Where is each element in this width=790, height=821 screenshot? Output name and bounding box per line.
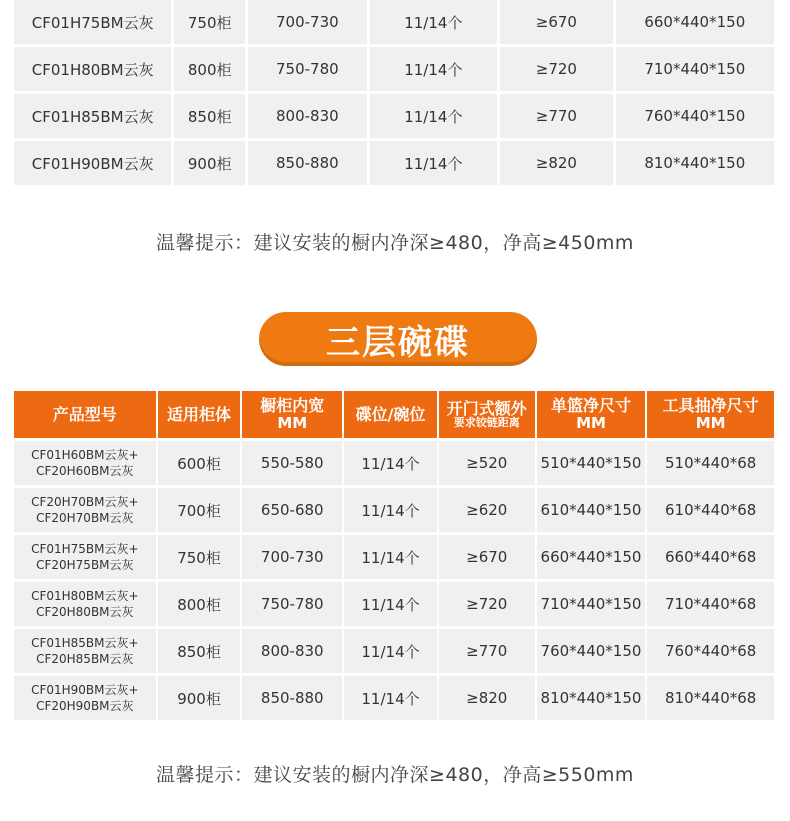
header-cabinet [158,391,241,438]
inner-width-cell: 650-680 [242,488,342,532]
cabinet-cell: 850柜 [174,94,245,138]
model-line: CF01H90BM云灰+ [31,682,139,697]
basket-size-cell: 610*440*150 [537,488,646,532]
table-row [14,488,774,532]
header-label: 碟位/碗位 [355,404,426,424]
inner-width-cell: 800-830 [248,94,367,138]
size-cell: 760*440*150 [616,94,774,138]
model-line: CF01H75BM云灰+ [31,541,139,556]
cabinet-cell: 900柜 [174,141,245,185]
slots-cell: 11/14个 [344,629,437,673]
cabinet-cell: 750柜 [158,535,241,579]
model-line: CF20H70BM云灰+ [31,494,139,509]
header-label: 橱柜内宽 [260,396,325,416]
installation-tip: 温馨提示：建议安装的橱内净深≥480，净高≥450mm [156,232,634,254]
cabinet-cell: 900柜 [158,676,241,720]
header-slots [344,391,437,438]
header-unit: MM [277,414,308,433]
spec-table-two-layer [14,0,774,188]
slots-cell: 11/14个 [370,94,497,138]
header-unit: MM [576,414,606,433]
slots-cell: 11/14个 [344,676,437,720]
cabinet-cell: 750柜 [174,0,245,44]
model-cell [14,676,156,720]
inner-width-cell: 750-780 [248,47,367,91]
inner-width-cell: 550-580 [242,441,342,485]
hinge-cell: ≥670 [439,535,535,579]
header-label: 开门式额外 [446,398,527,418]
section-title: 三层碗碟 [326,322,470,363]
inner-width-cell: 800-830 [242,629,342,673]
slots-cell: 11/14个 [370,0,497,44]
hinge-cell: ≥770 [500,94,613,138]
size-cell: 810*440*150 [616,141,774,185]
model-line: CF20H75BM云灰 [36,558,134,572]
table-row [14,141,774,185]
tool-size-cell: 810*440*68 [647,676,774,720]
model-cell: CF01H90BM云灰 [14,141,171,185]
hinge-cell: ≥620 [439,488,535,532]
tool-size-cell: 660*440*68 [647,535,774,579]
header-model [14,391,156,438]
header-basket-size [537,391,646,438]
table-row [14,629,774,673]
basket-size-cell: 710*440*150 [537,582,646,626]
hinge-cell: ≥670 [500,0,613,44]
slots-cell: 11/14个 [344,441,437,485]
model-cell [14,535,156,579]
table-row [14,47,774,91]
model-cell: CF01H75BM云灰 [14,0,171,44]
header-tool-size [647,391,774,438]
slots-cell: 11/14个 [344,582,437,626]
installation-tip: 温馨提示：建议安装的橱内净深≥480，净高≥550mm [156,764,634,786]
model-line: CF01H85BM云灰+ [31,635,139,650]
tool-size-cell: 510*440*68 [647,441,774,485]
inner-width-cell: 700-730 [242,535,342,579]
model-line: CF01H80BM云灰+ [31,588,139,603]
model-cell [14,582,156,626]
model-line: CF20H60BM云灰 [36,464,134,478]
hinge-cell: ≥770 [439,629,535,673]
inner-width-cell: 850-880 [248,141,367,185]
hinge-cell: ≥520 [439,441,535,485]
size-cell: 710*440*150 [616,47,774,91]
slots-cell: 11/14个 [344,488,437,532]
header-hinge [439,391,535,438]
tool-size-cell: 710*440*68 [647,582,774,626]
cabinet-cell: 700柜 [158,488,241,532]
table-row [14,0,774,44]
model-line: CF20H90BM云灰 [36,699,134,713]
slots-cell: 11/14个 [344,535,437,579]
header-inner-width [242,391,342,438]
slots-cell: 11/14个 [370,141,497,185]
model-cell [14,441,156,485]
model-line: CF01H60BM云灰+ [31,447,139,462]
table-row [14,535,774,579]
header-label: 工具抽净尺寸 [662,396,759,416]
basket-size-cell: 760*440*150 [537,629,646,673]
cabinet-cell: 800柜 [174,47,245,91]
section-title-badge [259,312,537,366]
basket-size-cell: 510*440*150 [537,441,646,485]
table-header [14,391,774,438]
model-cell: CF01H85BM云灰 [14,94,171,138]
inner-width-cell: 850-880 [242,676,342,720]
inner-width-cell: 700-730 [248,0,367,44]
model-cell [14,488,156,532]
model-line: CF20H85BM云灰 [36,652,134,666]
size-cell: 660*440*150 [616,0,774,44]
hinge-cell: ≥820 [439,676,535,720]
basket-size-cell: 810*440*150 [537,676,646,720]
header-label: 产品型号 [52,404,117,424]
inner-width-cell: 750-780 [242,582,342,626]
hinge-cell: ≥720 [500,47,613,91]
header-sublabel: 要求铰链距离 [453,416,520,430]
table-row [14,94,774,138]
table-row [14,582,774,626]
cabinet-cell: 800柜 [158,582,241,626]
model-cell: CF01H80BM云灰 [14,47,171,91]
hinge-cell: ≥720 [439,582,535,626]
slots-cell: 11/14个 [370,47,497,91]
header-label: 单篮净尺寸 [550,396,631,416]
model-cell [14,629,156,673]
cabinet-cell: 600柜 [158,441,241,485]
header-label: 适用柜体 [167,404,232,424]
table-row [14,676,774,720]
tool-size-cell: 610*440*68 [647,488,774,532]
spec-table-three-layer [14,391,774,723]
model-line: CF20H70BM云灰 [36,511,134,525]
header-unit: MM [695,414,726,433]
cabinet-cell: 850柜 [158,629,241,673]
hinge-cell: ≥820 [500,141,613,185]
tool-size-cell: 760*440*68 [647,629,774,673]
model-line: CF20H80BM云灰 [36,605,134,619]
table-row [14,441,774,485]
basket-size-cell: 660*440*150 [537,535,646,579]
